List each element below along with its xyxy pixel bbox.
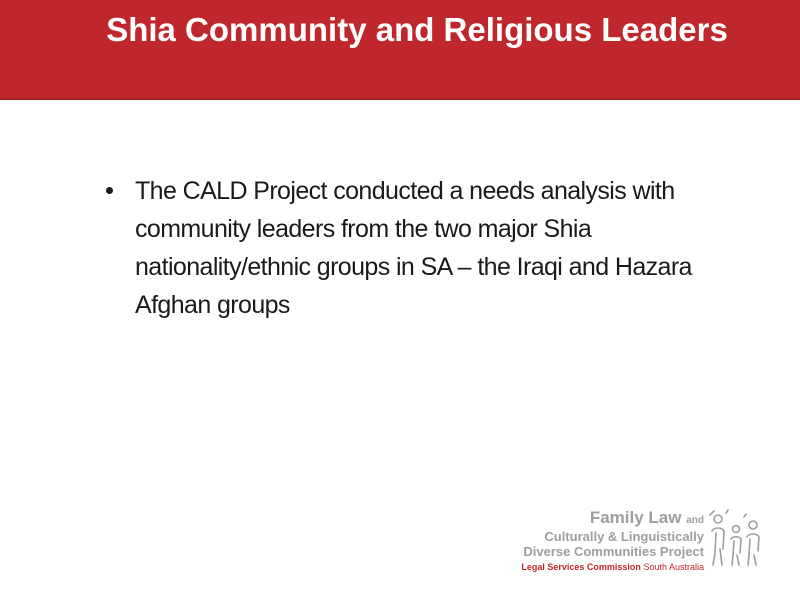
slide-content [104,172,764,324]
logo-text [521,509,704,573]
logo-family-law: Family Law [589,508,682,527]
people-figures-icon [708,509,764,571]
organization-logo [516,509,766,584]
logo-commission: Legal Services Commission [521,562,641,572]
bullet-dot-icon [106,187,113,194]
logo-line-1 [521,509,704,529]
logo-line-4 [521,562,704,573]
logo-region: South Australia [643,562,704,572]
logo-and: and [686,515,704,526]
logo-line-3: Diverse Communities Project [523,544,704,559]
logo-line-2: Culturally & Linguistically [544,529,704,544]
bullet-list [104,172,764,324]
bullet-text: The CALD Project conducted a needs analysis with community leaders from the two major Shia nationality/ethnic groups in SA – the Iraqi and Hazara Afghan groups [135,177,692,319]
bullet-item [104,172,764,324]
slide-title: Shia Community and Religious Leaders [106,11,728,48]
title-bar [0,0,800,100]
